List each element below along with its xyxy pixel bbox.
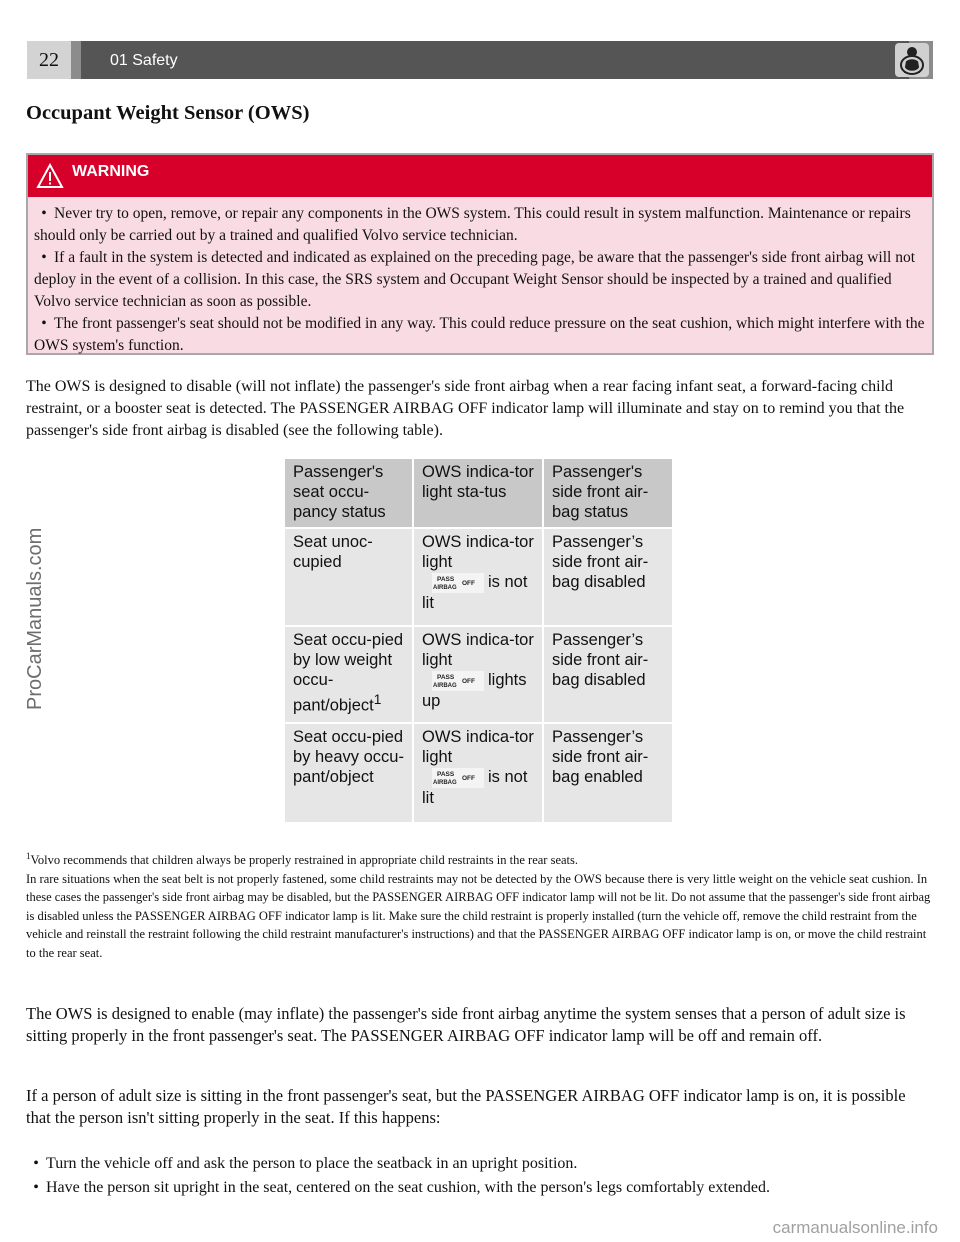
lamp-text-pass: PASS bbox=[437, 673, 455, 681]
passenger-airbag-off-icon bbox=[432, 671, 484, 691]
footnote-mark: 1 bbox=[373, 692, 382, 707]
intro-paragraph: The OWS is designed to disable (will not inflate) the passenger's side front airbag when a rear facing infant seat, a forward-facing child restraint, or a booster seat is detected. The PASSENGER AIRBAG OFF indicator lamp will illuminate and stay on to remind you that the passenger's side front airbag is disabled (see the following table). bbox=[26, 378, 905, 439]
footnote-number: 1 bbox=[26, 851, 31, 861]
footnote-body: In rare situations when the seat belt is not properly fastened, some child restraints may not be detected by the OWS because there is very little weight on the vehicle seat cushion. In these cases the passenger's side front airbag may be disabled, but the PASSENGER AIRBAG OFF indicator lamp will not be lit. Do not assume that the passenger's side front airbag is disabled unless the PASSENGER AIRBAG OFF indicator lamp is lit. Make sure the child restraint is properly installed (turn the vehicle off, remove the child restraint from the vehicle and reinstall the restraint following the child restraint manufacturer's instructions) and that the PASSENGER AIRBAG OFF indicator lamp is on, or move the child restraint to the rear seat. bbox=[26, 871, 931, 960]
section-title: 01 Safety bbox=[81, 41, 909, 79]
lamp-text-pass: PASS bbox=[437, 770, 455, 778]
step-text: Turn the vehicle off and ask the person to place the seatback in an upright position. bbox=[46, 1155, 578, 1172]
table-header-cell: Passenger's side front air-bag status bbox=[544, 459, 672, 527]
list-item: • Never try to open, remove, or repair any components in the OWS system. This could result in system malfunction. Maintenance or repairs should only be carried out by a trained and qualified Volvo service technician. bbox=[34, 205, 911, 244]
table-cell: Seat unoc-cupied bbox=[285, 529, 412, 625]
steps-list bbox=[26, 1152, 946, 1200]
list-item: • Turn the vehicle off and ask the person to place the seatback in an upright position. bbox=[33, 1155, 578, 1172]
footnote-first-line: Volvo recommends that children always be properly restrained in appropriate child restraints in the rear seats. bbox=[30, 853, 579, 868]
table-cell bbox=[285, 627, 412, 722]
warning-item-text: Never try to open, remove, or repair any components in the OWS system. This could result in system malfunction. Maintenance or repairs should only be carried out by a trained and qualified Volvo service technician. bbox=[34, 205, 911, 244]
list-item: • If a fault in the system is detected and indicated as explained on the preceding page, be aware that the passenger's side front airbag will not deploy in the event of a collision. In this case, the SRS system and Occupant Weight Sensor should be inspected by a trained and qualified Volvo service technician as soon as possible. bbox=[34, 249, 916, 310]
lamp-text-off: OFF bbox=[462, 579, 475, 587]
table-cell bbox=[414, 529, 542, 625]
list-item: • Have the person sit upright in the seat, centered on the seat cushion, with the person's legs comfortably extended. bbox=[33, 1179, 771, 1196]
table-cell bbox=[414, 724, 542, 822]
table-cell: Passenger’s side front air-bag disabled bbox=[544, 627, 672, 722]
footer-watermark: carmanualsonline.info bbox=[772, 1218, 938, 1237]
table-cell: Passenger’s side front air-bag disabled bbox=[544, 529, 672, 625]
lamp-text-off: OFF bbox=[462, 774, 475, 782]
lamp-text-airbag: AIRBAG bbox=[433, 779, 457, 786]
indicator-state: lights up bbox=[422, 671, 527, 710]
ows-status-table bbox=[285, 459, 672, 822]
warning-list bbox=[28, 197, 932, 357]
list-item: • The front passenger's seat should not be modified in any way. This could reduce pressure on the seat cushion, which might interfere with the OWS system's function. bbox=[34, 315, 925, 354]
warning-triangle-icon bbox=[36, 163, 64, 189]
table-header-cell: Passenger's seat occu-pancy status bbox=[285, 459, 412, 527]
lamp-text-airbag: AIRBAG bbox=[433, 682, 457, 689]
lamp-text-off: OFF bbox=[462, 677, 475, 685]
warning-box bbox=[26, 153, 934, 355]
passenger-airbag-off-icon bbox=[432, 573, 484, 593]
indicator-label: OWS indica-tor light bbox=[422, 533, 534, 571]
side-watermark: ProCarManuals.com bbox=[24, 527, 46, 710]
step-text: Have the person sit upright in the seat, centered on the seat cushion, with the person's legs comfortably extended. bbox=[46, 1179, 771, 1196]
table-cell bbox=[414, 627, 542, 722]
warning-label: WARNING bbox=[72, 163, 150, 180]
occupancy-text: Seat occu-pied by low weight occu-pant/object bbox=[293, 631, 404, 715]
lamp-text-airbag: AIRBAG bbox=[433, 584, 457, 591]
warning-header bbox=[28, 155, 932, 197]
adult-paragraph: If a person of adult size is sitting in the front passenger's seat, but the PASSENGER AIRBAG OFF indicator lamp is on, it is possible that the person isn't sitting properly in the seat. If this happens: bbox=[26, 1086, 906, 1127]
table-cell: Passenger’s side front air-bag enabled bbox=[544, 724, 672, 822]
enable-paragraph: The OWS is designed to enable (may inflate) the passenger's side front airbag anytime the system senses that a person of adult size is sitting properly in the front passenger's seat. The PASSENGER AIRBAG OFF indicator lamp will be off and remain off. bbox=[26, 1004, 906, 1045]
page-number: 22 bbox=[27, 41, 71, 79]
airbag-person-icon bbox=[895, 43, 929, 77]
indicator-state: is not lit bbox=[422, 768, 528, 807]
indicator-label: OWS indica-tor light bbox=[422, 631, 534, 669]
page-title: Occupant Weight Sensor (OWS) bbox=[26, 102, 310, 124]
indicator-state: is not lit bbox=[422, 573, 528, 612]
indicator-label: OWS indica-tor light bbox=[422, 728, 534, 766]
footnote bbox=[26, 847, 936, 962]
page-header bbox=[27, 41, 933, 79]
lamp-text-pass: PASS bbox=[437, 575, 455, 583]
passenger-airbag-off-icon bbox=[432, 768, 484, 788]
warning-item-text: If a fault in the system is detected and indicated as explained on the preceding page, be aware that the passenger's side front airbag will not deploy in the event of a collision. In this case, the SRS system and Occupant Weight Sensor should be inspected by a trained and qualified Volvo service technician as soon as possible. bbox=[34, 249, 916, 310]
table-cell: Seat occu-pied by heavy occu-pant/object bbox=[285, 724, 412, 822]
warning-item-text: The front passenger's seat should not be modified in any way. This could reduce pressure on the seat cushion, which might interfere with the OWS system's function. bbox=[34, 315, 925, 354]
table-header-cell: OWS indica-tor light sta-tus bbox=[414, 459, 542, 527]
